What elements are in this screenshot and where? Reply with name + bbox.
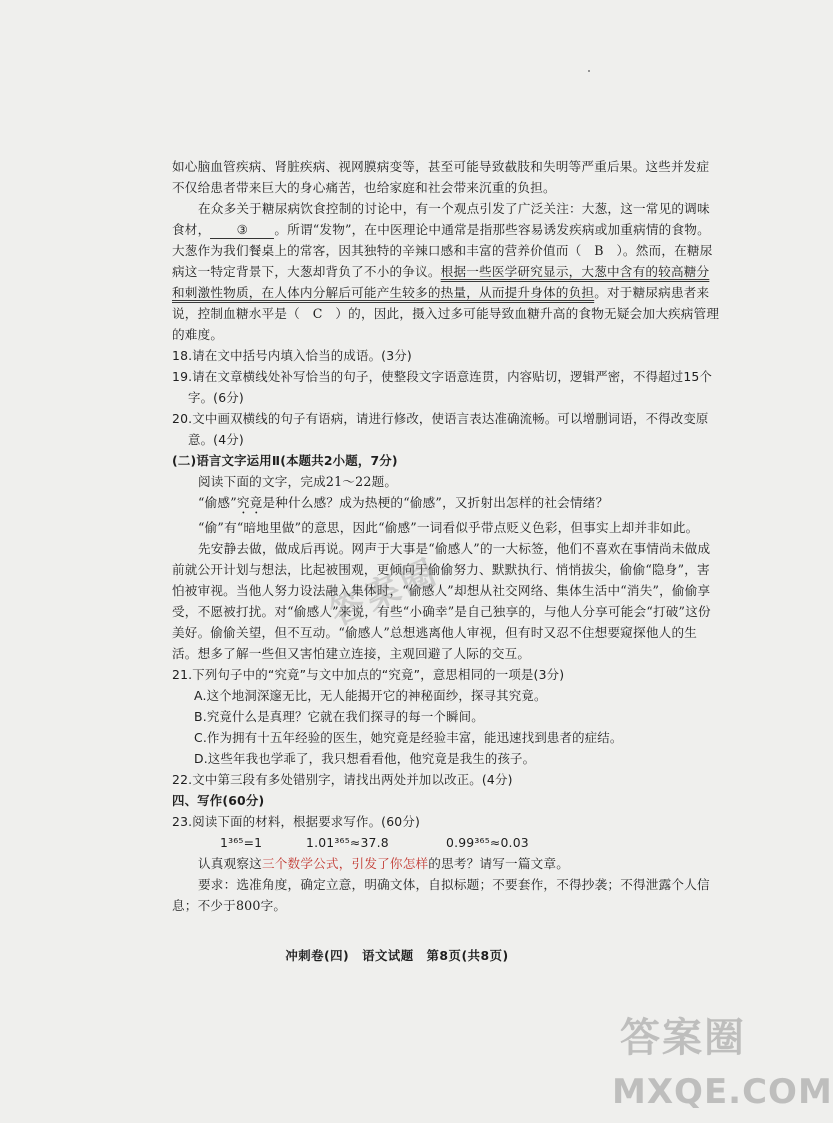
passage2-p1-post: 是种什么感？成为热梗的“偷感”，又折射出怎样的社会情绪？ xyxy=(262,495,609,510)
writing-requirements: 要求：选准角度，确定立意，明确文体，自拟标题；不要套作，不得抄袭；不得泄露个人信息；不少于800字。 xyxy=(172,877,710,913)
passage-text-a: 在众多关于糖尿病饮食控制的讨论中，有一个观点引发了广泛关注：大葱，这一常见的调味食材， xyxy=(172,201,710,237)
writing-prompt xyxy=(172,853,722,874)
formula-2: 1.01³⁶⁵≈37.8 xyxy=(306,835,389,850)
formula-3: 0.99³⁶⁵≈0.03 xyxy=(446,835,529,850)
question-22: 22.文中第三段有多处错别字，请找出两处并加以改正。(4分) xyxy=(172,772,513,787)
option-a: A.这个地洞深邃无比，无人能揭开它的神秘面纱，探寻其究竟。 xyxy=(194,688,547,703)
blank-3: ③ xyxy=(210,222,274,239)
passage2-paragraph-1 xyxy=(172,492,722,517)
watermark-url: MXQE.COM xyxy=(612,1072,833,1112)
prompt-pre: 认真观察这 xyxy=(198,856,262,871)
passage-text-b: 。所谓“发物”，在中医理论中通常是指那些容易诱发疾病或加重病情的食物。大葱作为我们餐桌上的常客，因其独特的辛辣口感和丰富的营养价值而（ B ）。然而，在糖尿病这一特定背景下，大葱却背负了不小的争议。 xyxy=(172,222,713,279)
dotted-word-jiujing: 究竟 xyxy=(236,495,263,510)
stamp-overlay: 答案圈 xyxy=(324,550,445,634)
page-content xyxy=(172,156,722,916)
passage2-p1-pre: “偷感” xyxy=(198,495,237,510)
passage-line-1: 如心脑血管疾病、肾脏疾病、视网膜病变等，甚至可能导致截肢和失明等严重后果。这些并发症不仅给患者带来巨大的身心痛苦，也给家庭和社会带来沉重的负担。 xyxy=(172,159,710,195)
question-19: 19.请在文章横线处补写恰当的句子，使整段文字语意连贯，内容贴切，逻辑严密，不得超过15个字。(6分) xyxy=(172,369,713,405)
passage2-paragraph-2: “偷”有“暗地里做”的意思，因此“偷感”一词看似乎带点贬义色彩，但事实上却并非如此。 xyxy=(198,520,699,535)
question-23: 23.阅读下面的材料，根据要求写作。(60分) xyxy=(172,814,420,829)
passage-paragraph-2 xyxy=(172,198,722,345)
question-21: 21.下列句子中的“究竟”与文中加点的“究竟”，意思相同的一项是(3分) xyxy=(172,667,565,682)
prompt-post: 的思考？请写一篇文章。 xyxy=(428,856,570,871)
page-footer: 冲刺卷(四) 语文试题 第8页(共8页) xyxy=(285,948,509,963)
formula-row xyxy=(172,832,722,853)
passage2-paragraph-3: 先安静去做，做成后再说。网声于大事是“偷感人”的一大标签，他们不喜欢在事情尚未做成前就公开计划与想法，比起被围观，更倾向于偷偷努力、默默执行、悄悄拔尖，偷偷“隐身”，害怕被审视。当他人努力设法融入集体时，“偷感人”却想从社交网络、集体生活中“消失”，偷偷享受，不愿被打扰。对“偷感人”来说，有些“小确幸”是自己独享的，与他人分享可能会“打破”这份美好。偷偷关望，但不互动。“偷感人”总想逃离他人审视，但有时又忍不住想要窥探他人的生活。想多了解一些但又害怕建立连接，主观回避了人际的交互。 xyxy=(172,541,711,661)
scan-speck xyxy=(588,70,590,72)
option-c: C.作为拥有十五年经验的医生，她究竟是经验丰富，能迅速找到患者的症结。 xyxy=(194,730,623,745)
passage-text-c: 。对于糖尿病患者来说，控制血糖水平是（ C ）的，因此，摄入过多可能导致血糖升高的食物无疑会加大疾病管理的难度。 xyxy=(172,285,720,342)
option-d: D.这些年我也学乖了，我只想看看他，他究竟是我生的孩子。 xyxy=(194,751,536,766)
section-4-heading: 四、写作(60分) xyxy=(172,793,265,808)
formula-1: 1³⁶⁵=1 xyxy=(220,835,263,850)
watermark xyxy=(612,1012,833,1120)
double-underlined-sentence: 根据一些医学研究显示，大葱中含有的较高糖分和刺激性物质，在人体内分解后可能产生较多的热量，从而提升身体的负担 xyxy=(172,264,710,300)
watermark-logo: 答案圈 xyxy=(620,1015,746,1061)
section-2-heading: (二)语言文字运用Ⅱ(本题共2小题，7分) xyxy=(172,453,398,468)
reading-instruction: 阅读下面的文字，完成21～22题。 xyxy=(198,474,398,489)
option-b: B.究竟什么是真理？它就在我们探寻的每一个瞬间。 xyxy=(194,709,484,724)
prompt-highlight: 三个数学公式，引发了你怎样 xyxy=(261,856,429,871)
question-18: 18.请在文中括号内填入恰当的成语。(3分) xyxy=(172,348,412,363)
question-20: 20.文中画双横线的句子有语病，请进行修改，使语言表达准确流畅。可以增删词语，不得改变原意。(4分) xyxy=(172,411,709,447)
